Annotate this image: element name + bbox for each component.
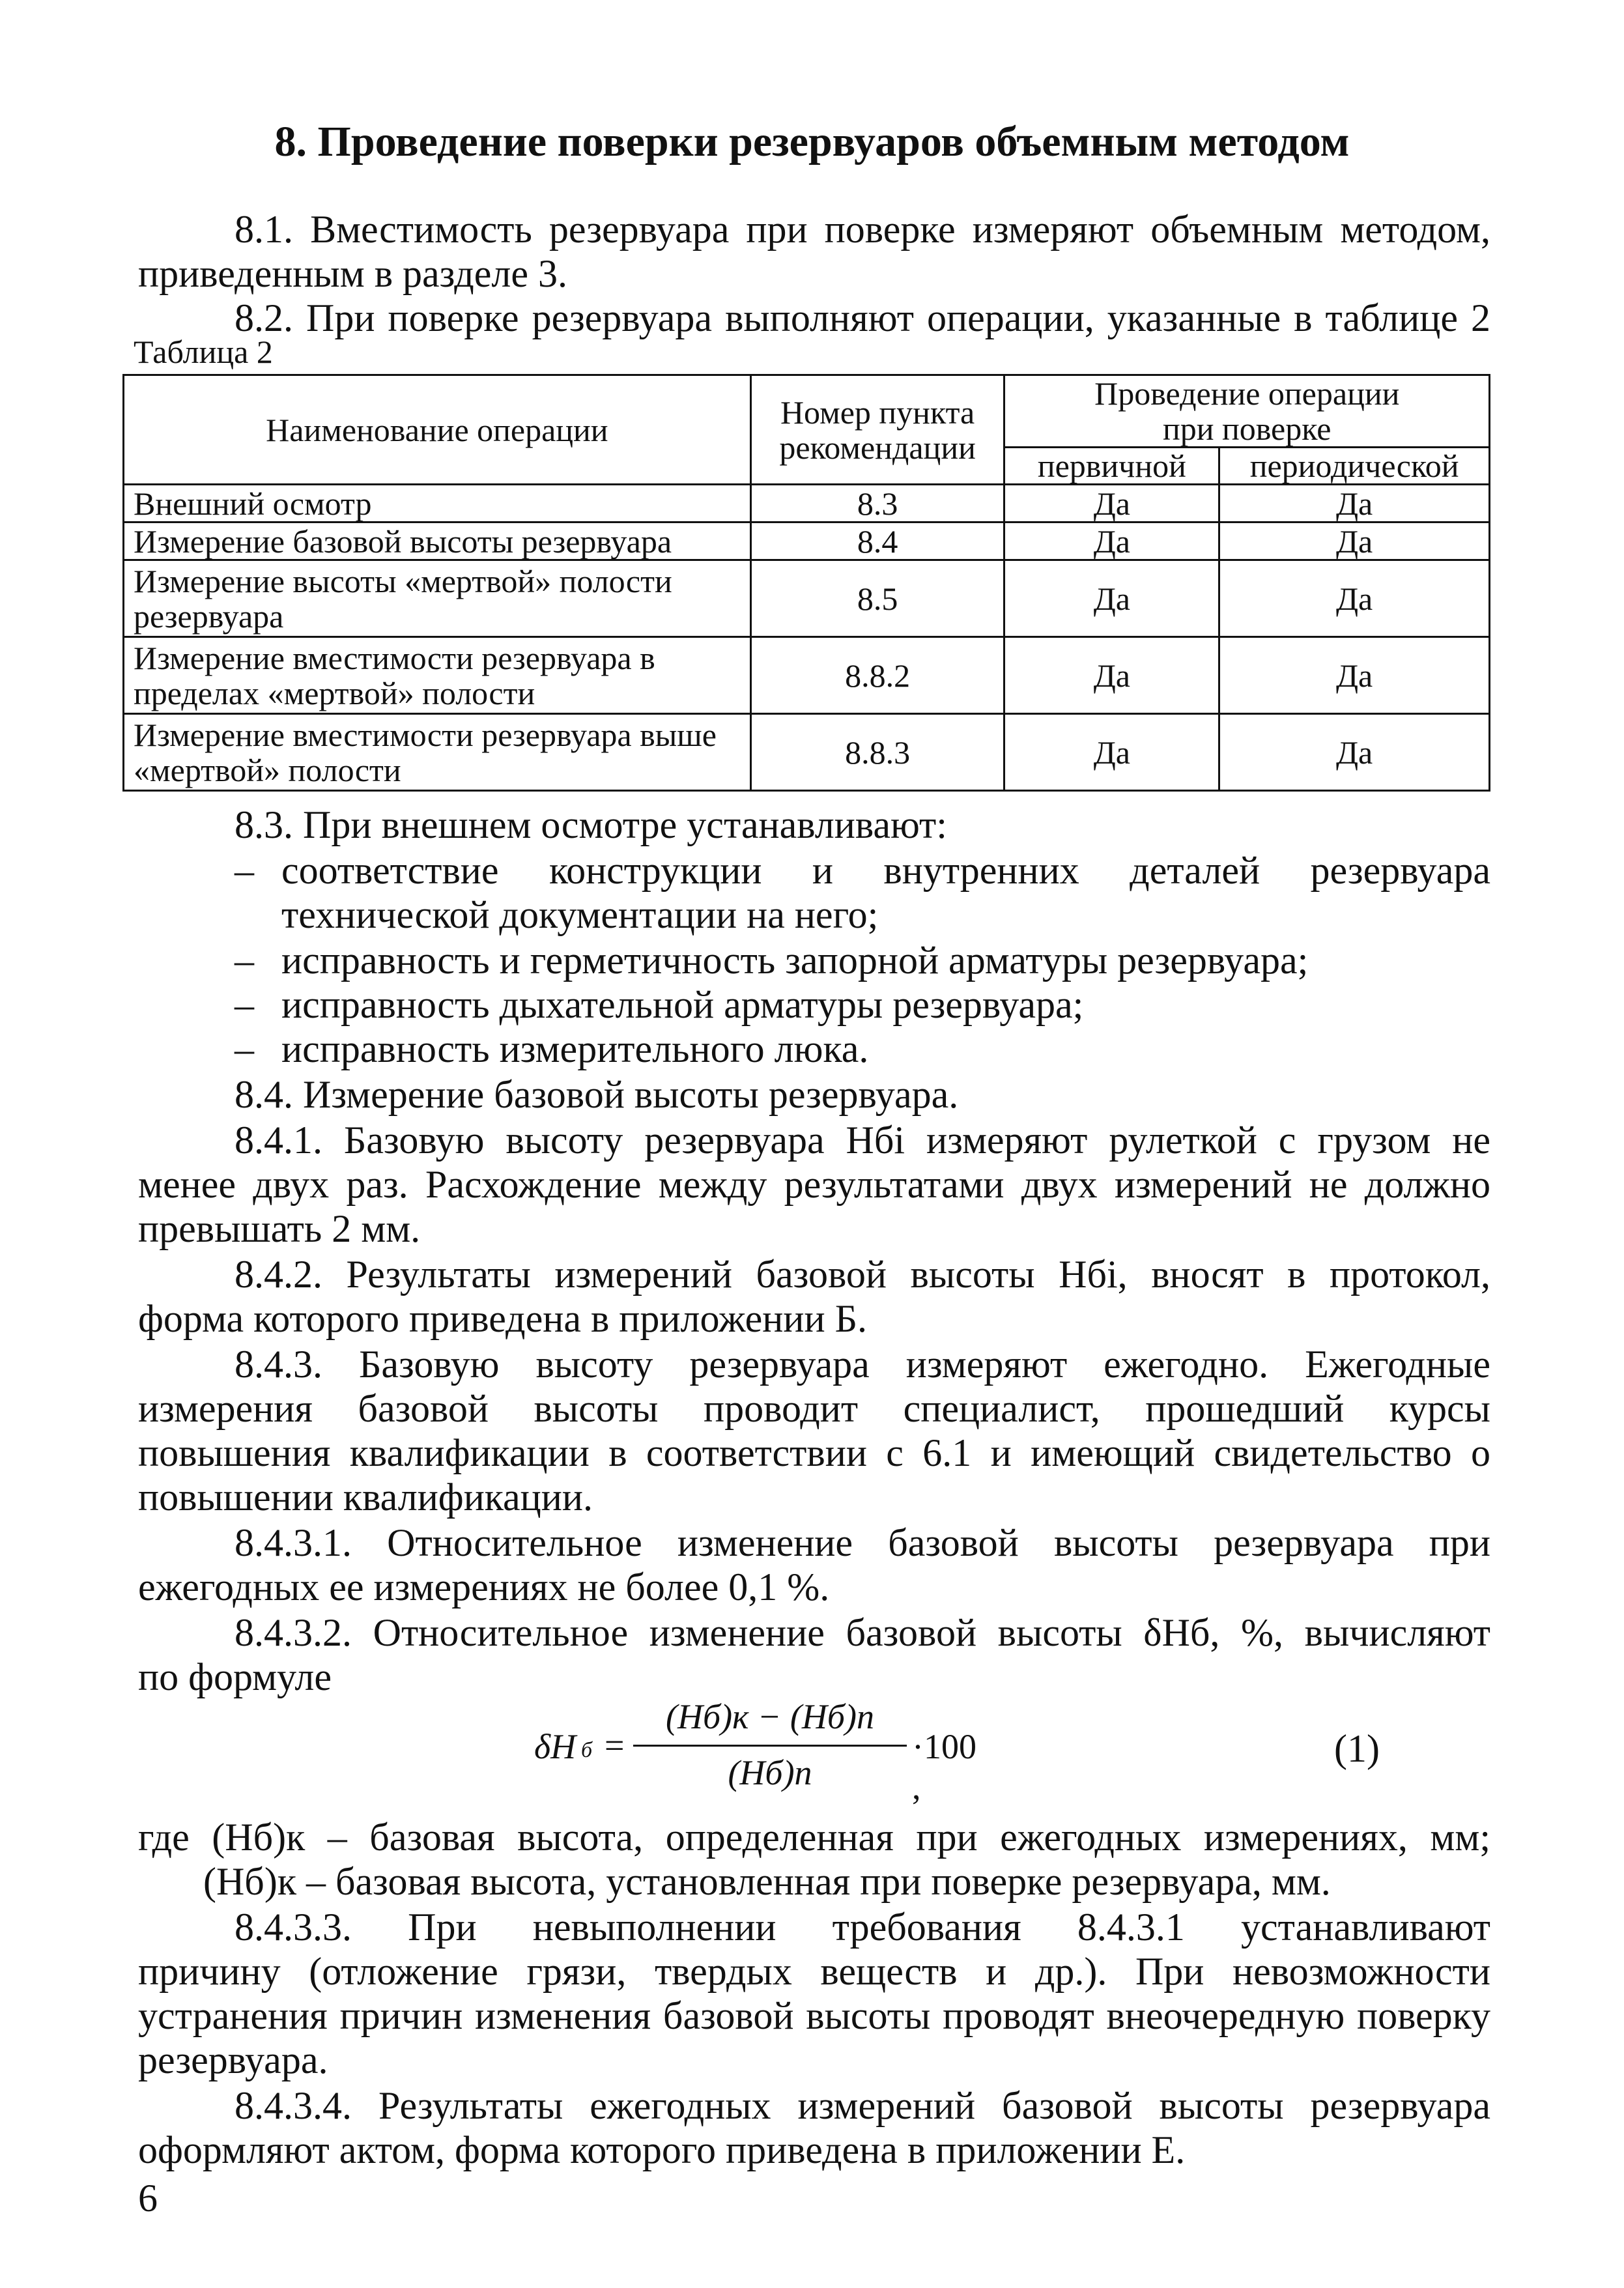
table-row [124, 485, 1490, 522]
paragraph-8-4-3-3: 8.4.3.3. При невыполнении требования 8.4.3.1 устанавливают [235, 1906, 1490, 1949]
paragraph-8-4-3-2: по формуле [138, 1655, 332, 1698]
cell-number: 8.4 [750, 522, 1004, 560]
formula-lhs-subscript: б [581, 1738, 593, 1762]
cell-operation: Измерение высоты «мертвой» полости резервуара [124, 560, 751, 637]
operations-table [122, 374, 1490, 792]
header-operation-name: Наименование операции [124, 375, 751, 485]
paragraph-8-4-3-1: ежегодных ее измерениях не более 0,1 %. [138, 1566, 830, 1609]
cell-operation: Измерение вместимости резервуара выше «мертвой» полости [124, 714, 751, 791]
paragraph-8-4-3-3: устранения причин изменения базовой высоты проводят внеочередную поверку [138, 1994, 1490, 2037]
paragraph-8-4-3-1: 8.4.3.1. Относительное изменение базовой высоты резервуара при [235, 1521, 1490, 1564]
list-dash: – [235, 849, 254, 892]
paragraph-8-4-2: форма которого приведена в приложении Б. [138, 1297, 868, 1340]
formula-1 [534, 1687, 990, 1805]
paragraph-8-4-3-3: резервуара. [138, 2038, 328, 2081]
header-periodic: периодической [1219, 448, 1490, 485]
table-row [124, 522, 1490, 560]
list-item: соответствие конструкции и внутренних деталей резервуара [281, 849, 1490, 892]
cell-periodic: Да [1219, 560, 1490, 637]
paragraph-8-4-3-4: 8.4.3.4. Результаты ежегодных измерений базовой высоты резервуара [235, 2084, 1490, 2127]
paragraph-8-4-2: 8.4.2. Результаты измерений базовой высоты Hбi, вносят в протокол, [235, 1253, 1490, 1296]
paragraph-8-4-3-3: причину (отложение грязи, твердых веществ и др.). При невозможности [138, 1950, 1490, 1993]
fraction-bar [633, 1745, 907, 1747]
paragraph-8-4-3: повышении квалификации. [138, 1476, 593, 1519]
paragraph-8-4-1: 8.4.1. Базовую высоту резервуара Hбi измеряют рулеткой с грузом не [235, 1119, 1490, 1162]
paragraph-8-4-3: повышения квалификации в соответствии с 6.1 и имеющий свидетельство о [138, 1431, 1490, 1474]
formula-equals: = [605, 1726, 625, 1765]
cell-periodic: Да [1219, 522, 1490, 560]
table-row [124, 560, 1490, 637]
cell-primary: Да [1004, 637, 1219, 714]
formula-number: (1) [1334, 1727, 1380, 1770]
cell-periodic: Да [1219, 485, 1490, 522]
formula-legend: где (Hб)к – базовая высота, определенная при ежегодных измерениях, мм; [138, 1816, 1490, 1859]
paragraph-8-2: 8.2. При поверке резервуара выполняют операции, указанные в таблице 2 [235, 296, 1490, 339]
cell-operation: Внешний осмотр [124, 485, 751, 522]
formula-denominator: (Hб)п [728, 1753, 812, 1792]
paragraph-8-4-1: превышать 2 мм. [138, 1207, 421, 1250]
paragraph-8-1-line1: 8.1. Вместимость резервуара при поверке измеряют объемным методом, [235, 208, 1490, 251]
cell-number: 8.8.3 [750, 714, 1004, 791]
table-caption: Таблица 2 [134, 334, 273, 370]
cell-primary: Да [1004, 560, 1219, 637]
paragraph-8-4-3-4: оформляют актом, форма которого приведена в приложении Е. [138, 2128, 1186, 2171]
cell-operation: Измерение вместимости резервуара в пределах «мертвой» полости [124, 637, 751, 714]
list-dash: – [235, 983, 254, 1026]
cell-number: 8.3 [750, 485, 1004, 522]
header-item-number: Номер пункта рекомендации [750, 375, 1004, 485]
formula-factor: ·100 , [912, 1727, 976, 1807]
list-dash: – [235, 939, 254, 982]
header-primary: первичной [1004, 448, 1219, 485]
formula-legend: (Hб)к – базовая высота, установленная при поверке резервуара, мм. [203, 1860, 1331, 1903]
paragraph-8-4-1: менее двух раз. Расхождение между результатами двух измерений не должно [138, 1163, 1490, 1206]
formula-numerator: (Hб)к − (Hб)п [666, 1697, 874, 1736]
paragraph-8-1-line2: приведенным в разделе 3. [138, 252, 568, 295]
cell-primary: Да [1004, 522, 1219, 560]
paragraph-8-3: 8.3. При внешнем осмотре устанавливают: [235, 803, 947, 846]
table-row [124, 637, 1490, 714]
formula-lhs: δH [534, 1727, 577, 1766]
list-item-continuation: технической документации на него; [281, 893, 879, 936]
cell-periodic: Да [1219, 637, 1490, 714]
table-row [124, 714, 1490, 791]
paragraph-8-4-heading: 8.4. Измерение базовой высоты резервуара. [235, 1073, 959, 1116]
cell-periodic: Да [1219, 714, 1490, 791]
header-conduct: Проведение операции при поверке [1004, 375, 1490, 448]
list-item: исправность дыхательной арматуры резервуара; [281, 983, 1084, 1026]
section-title: 8. Проведение поверки резервуаров объемным методом [274, 118, 1350, 165]
cell-primary: Да [1004, 485, 1219, 522]
list-item: исправность измерительного люка. [281, 1027, 869, 1070]
cell-number: 8.5 [750, 560, 1004, 637]
list-dash: – [235, 1027, 254, 1070]
cell-primary: Да [1004, 714, 1219, 791]
cell-number: 8.8.2 [750, 637, 1004, 714]
list-item: исправность и герметичность запорной арматуры резервуара; [281, 939, 1309, 982]
paragraph-8-4-3-2: 8.4.3.2. Относительное изменение базовой высоты δHб, %, вычисляют [235, 1611, 1490, 1654]
paragraph-8-4-3: измерения базовой высоты проводит специалист, прошедший курсы [138, 1387, 1490, 1430]
paragraph-8-4-3: 8.4.3. Базовую высоту резервуара измеряют ежегодно. Ежегодные [235, 1343, 1490, 1386]
cell-operation: Измерение базовой высоты резервуара [124, 522, 751, 560]
page-number: 6 [138, 2177, 158, 2220]
